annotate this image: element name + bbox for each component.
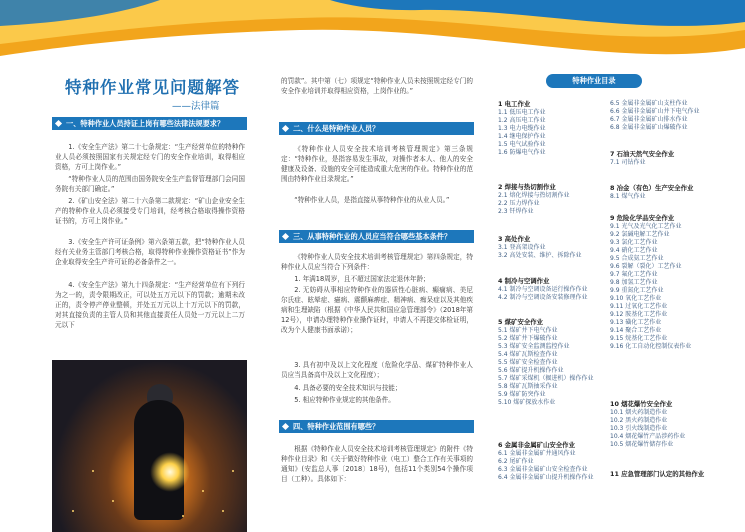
directory-item: 9.3 氯化工艺作业 [610,239,658,246]
directory-category-title: 7 石油天然气安全作业 [610,150,675,158]
section-heading-1: 一、特种作业人员持证上岗有哪些法律法规要求？ [52,117,247,130]
directory-item: 5.8 煤矿瓦斯抽采作业 [498,383,558,390]
directory-item: 4.2 制冷与空调设备安装修理作业 [498,294,588,301]
directory-item: 9.2 氯碱电解工艺作业 [610,231,670,238]
directory-item: 9.13 磺化工艺作业 [610,319,662,326]
spark [72,510,74,512]
directory-item: 10.1 烟火药制造作业 [610,409,668,416]
directory-item: 5.9 煤矿防突作业 [498,391,546,398]
section-heading-3: 三、从事特种作业的人员应当符合哪些基本条件？ [279,230,474,243]
directory-item: 6.2 尾矿作业 [498,458,534,465]
directory-item: 9.11 过氧化工艺作业 [610,303,668,310]
section-1-paragraph-2: “特种作业人员的范围由国务院安全生产监督管理部门会同国务院有关部门确定。” [55,175,245,193]
welding-flare [150,452,190,492]
section-heading-4: 四、特种作业范围有哪些？ [279,420,474,433]
page-subtitle: ——法律篇 [172,101,220,112]
directory-item: 5.7 煤矿采煤机（掘进机）操作作业 [498,375,594,382]
directory-category-title: 2 焊接与热切割作业 [498,183,556,191]
section-heading-2: 二、什么是特种作业人员？ [279,122,474,135]
directory-item: 1.2 高压电工作业 [498,117,546,124]
directory-item: 9.15 烷基化工艺作业 [610,335,668,342]
directory-item: 9.12 胺基化工艺作业 [610,311,668,318]
directory-category-title: 3 高处作业 [498,235,531,243]
directory-item: 10.4 烟花爆竹产品涉药作业 [610,433,686,440]
directory-item: 8.1 煤气作业 [610,193,646,200]
directory-item: 10.2 黑火药制造作业 [610,417,668,424]
directory-item: 5.4 煤矿瓦斯检查作业 [498,351,558,358]
directory-item: 5.5 煤矿安全检查作业 [498,359,558,366]
spark [92,470,94,472]
directory-item: 6.8 金属非金属矿山爆破作业 [610,124,688,131]
section-2-paragraph-1: 《特种作业人员安全技术培训考核管理规定》第三条规定：“特种作业，是指容易发生事故，对操作者本人、他人的安全健康及设备、设施的安全可能造成重大危害的作业。特种作业的范围由特种作业目录规定。” [281,145,473,183]
directory-item: 6.6 金属非金属矿山井下电气作业 [610,108,700,115]
directory-category-title: 1 电工作业 [498,100,531,108]
directory-title: 特种作业目录 [546,74,642,88]
section-1-continued: 的罚款”。其中第（七）项规定“特种作业人员未按照规定经专门的安全作业培训并取得相应资格，上岗作业的。” [281,77,473,95]
section-1-paragraph-3: 2.《矿山安全法》第二十六条第二款规定：“矿山企业安全生产的特种作业人员必须接受专门培训，经考核合格取得操作资格证书的，方可上岗作业。” [55,197,245,225]
directory-item: 3.1 登高架设作业 [498,244,546,251]
section-3-paragraph-3: 2. 无妨碍从事相应特种作业的器质性心脏病、癫痫病、美尼尔氏症、眩晕症、癔病、震颤麻痹症、精神病、痴呆症以及其他疾病和生理缺陷（根据《中华人民共和国应急管理部令》（2018年第12号），申请办理特种作业操作证时，申请人不再提交体检证明，改为个人健康书面承诺）； [281,286,473,334]
directory-item: 5.10 煤矿探放水作业 [498,399,556,406]
directory-item: 9.9 重氮化工艺作业 [610,287,664,294]
page-title: 特种作业常见问题解答 [65,78,240,97]
directory-item: 9.4 硝化工艺作业 [610,247,658,254]
directory-item: 9.8 加氢工艺作业 [610,279,658,286]
directory-item: 4.1 制冷与空调设备运行操作作业 [498,286,588,293]
directory-item: 9.5 合成氨工艺作业 [610,255,664,262]
directory-item: 1.6 防爆电气作业 [498,149,546,156]
section-1-paragraph-5: 4.《安全生产法》第九十四条规定：“生产经营单位有下列行为之一的，责令限期改正，可以处五万元以下的罚款；逾期未改正的，责令停产停业整顿，并处五万元以上十万元以下的罚款，对其直接负责的主管人员和其他直接责任人员处一万元以上二万元以下 [55,281,245,329]
directory-item: 5.1 煤矿井下电气作业 [498,327,558,334]
directory-item: 1.1 低压电工作业 [498,109,546,116]
directory-item: 5.6 煤矿提升机操作作业 [498,367,564,374]
directory-item: 9.7 氟化工艺作业 [610,271,658,278]
section-3-paragraph-2: 1. 年满18周岁，且不超过国家法定退休年龄； [294,275,430,283]
directory-item: 2.1 熔化焊接与热切割作业 [498,192,570,199]
directory-item: 6.1 金属非金属矿井通风作业 [498,450,576,457]
welder-photo [52,360,247,532]
directory-item: 6.5 金属非金属矿山支柱作业 [610,100,688,107]
directory-item: 2.3 钎焊作业 [498,208,534,215]
section-3-paragraph-6: 5. 相应特种作业规定的其他条件。 [294,396,395,404]
header-wave-decoration [0,0,745,80]
section-2-paragraph-2: “特种作业人员，是指直接从事特种作业的从业人员。” [294,196,450,204]
directory-item: 7.1 司钻作业 [610,159,646,166]
directory-category-title: 5 煤矿安全作业 [498,318,544,326]
spark [202,490,204,492]
directory-item: 9.14 聚合工艺作业 [610,327,662,334]
directory-category-title: 6 金属非金属矿山安全作业 [498,441,575,449]
directory-item: 9.10 氧化工艺作业 [610,295,662,302]
directory-item: 3.2 高处安装、维护、拆除作业 [498,252,582,259]
directory-item: 2.2 压力焊作业 [498,200,540,207]
spark [112,500,114,502]
directory-item: 1.5 电气试验作业 [498,141,546,148]
directory-item: 5.2 煤矿井下爆破作业 [498,335,558,342]
directory-category-title: 11 应急管理部门认定的其他作业 [610,470,705,478]
spark [222,510,224,512]
section-3-paragraph-5: 4. 具备必要的安全技术知识与技能； [294,384,402,392]
directory-item: 10.3 引火线制造作业 [610,425,668,432]
directory-item: 1.4 继电保护作业 [498,133,546,140]
directory-item: 10.5 烟花爆竹储存作业 [610,441,674,448]
directory-category-title: 10 烟花爆竹安全作业 [610,400,673,408]
directory-item: 9.6 裂解（裂化）工艺作业 [610,263,682,270]
directory-category-title: 8 冶金（有色）生产安全作业 [610,184,694,192]
directory-item: 6.7 金属非金属矿山排水作业 [610,116,688,123]
directory-item: 6.3 金属非金属矿山安全检查作业 [498,466,588,473]
spark [232,470,234,472]
directory-item: 1.3 电力电缆作业 [498,125,546,132]
section-1-paragraph-1: 1.《安全生产法》第二十七条规定：“生产经营单位的特种作业人员必须按照国家有关规定经专门的安全作业培训，取得相应资格，方可上岗作业。” [55,143,245,171]
section-3-paragraph-1: 《特种作业人员安全技术培训考核管理规定》第四条规定，特种作业人员应当符合下列条件： [281,253,473,271]
directory-item: 9.16 化工自动化控制仪表作业 [610,343,692,350]
directory-category-title: 9 危险化学品安全作业 [610,214,675,222]
directory-item: 9.1 光气及光气化工艺作业 [610,223,682,230]
section-3-paragraph-4: 3. 具有初中及以上文化程度（危险化学品、煤矿特种作业人员应当具备高中及以上文化程度）； [281,361,473,379]
directory-category-title: 4 制冷与空调作业 [498,277,550,285]
section-1-paragraph-4: 3.《安全生产许可证条例》第六条第五款，把“特种作业人员经有关业务主管部门考核合格，取得特种作业操作资格证书”作为企业取得安全生产许可证的必备条件之一。 [55,238,245,266]
directory-item: 5.3 煤矿安全监测监控作业 [498,343,570,350]
spark [182,515,184,517]
section-4-paragraph-1: 根据《特种作业人员安全技术培训考核管理规定》的附件《特种作业目录》和《关于做好特种作业（电工）整合工作有关事项的通知》(安监总人事〔2018〕18号)，包括11个类别54个操作项目（工种）。具体如下： [281,445,473,483]
directory-item: 6.4 金属非金属矿山提升机操作作业 [498,474,594,481]
